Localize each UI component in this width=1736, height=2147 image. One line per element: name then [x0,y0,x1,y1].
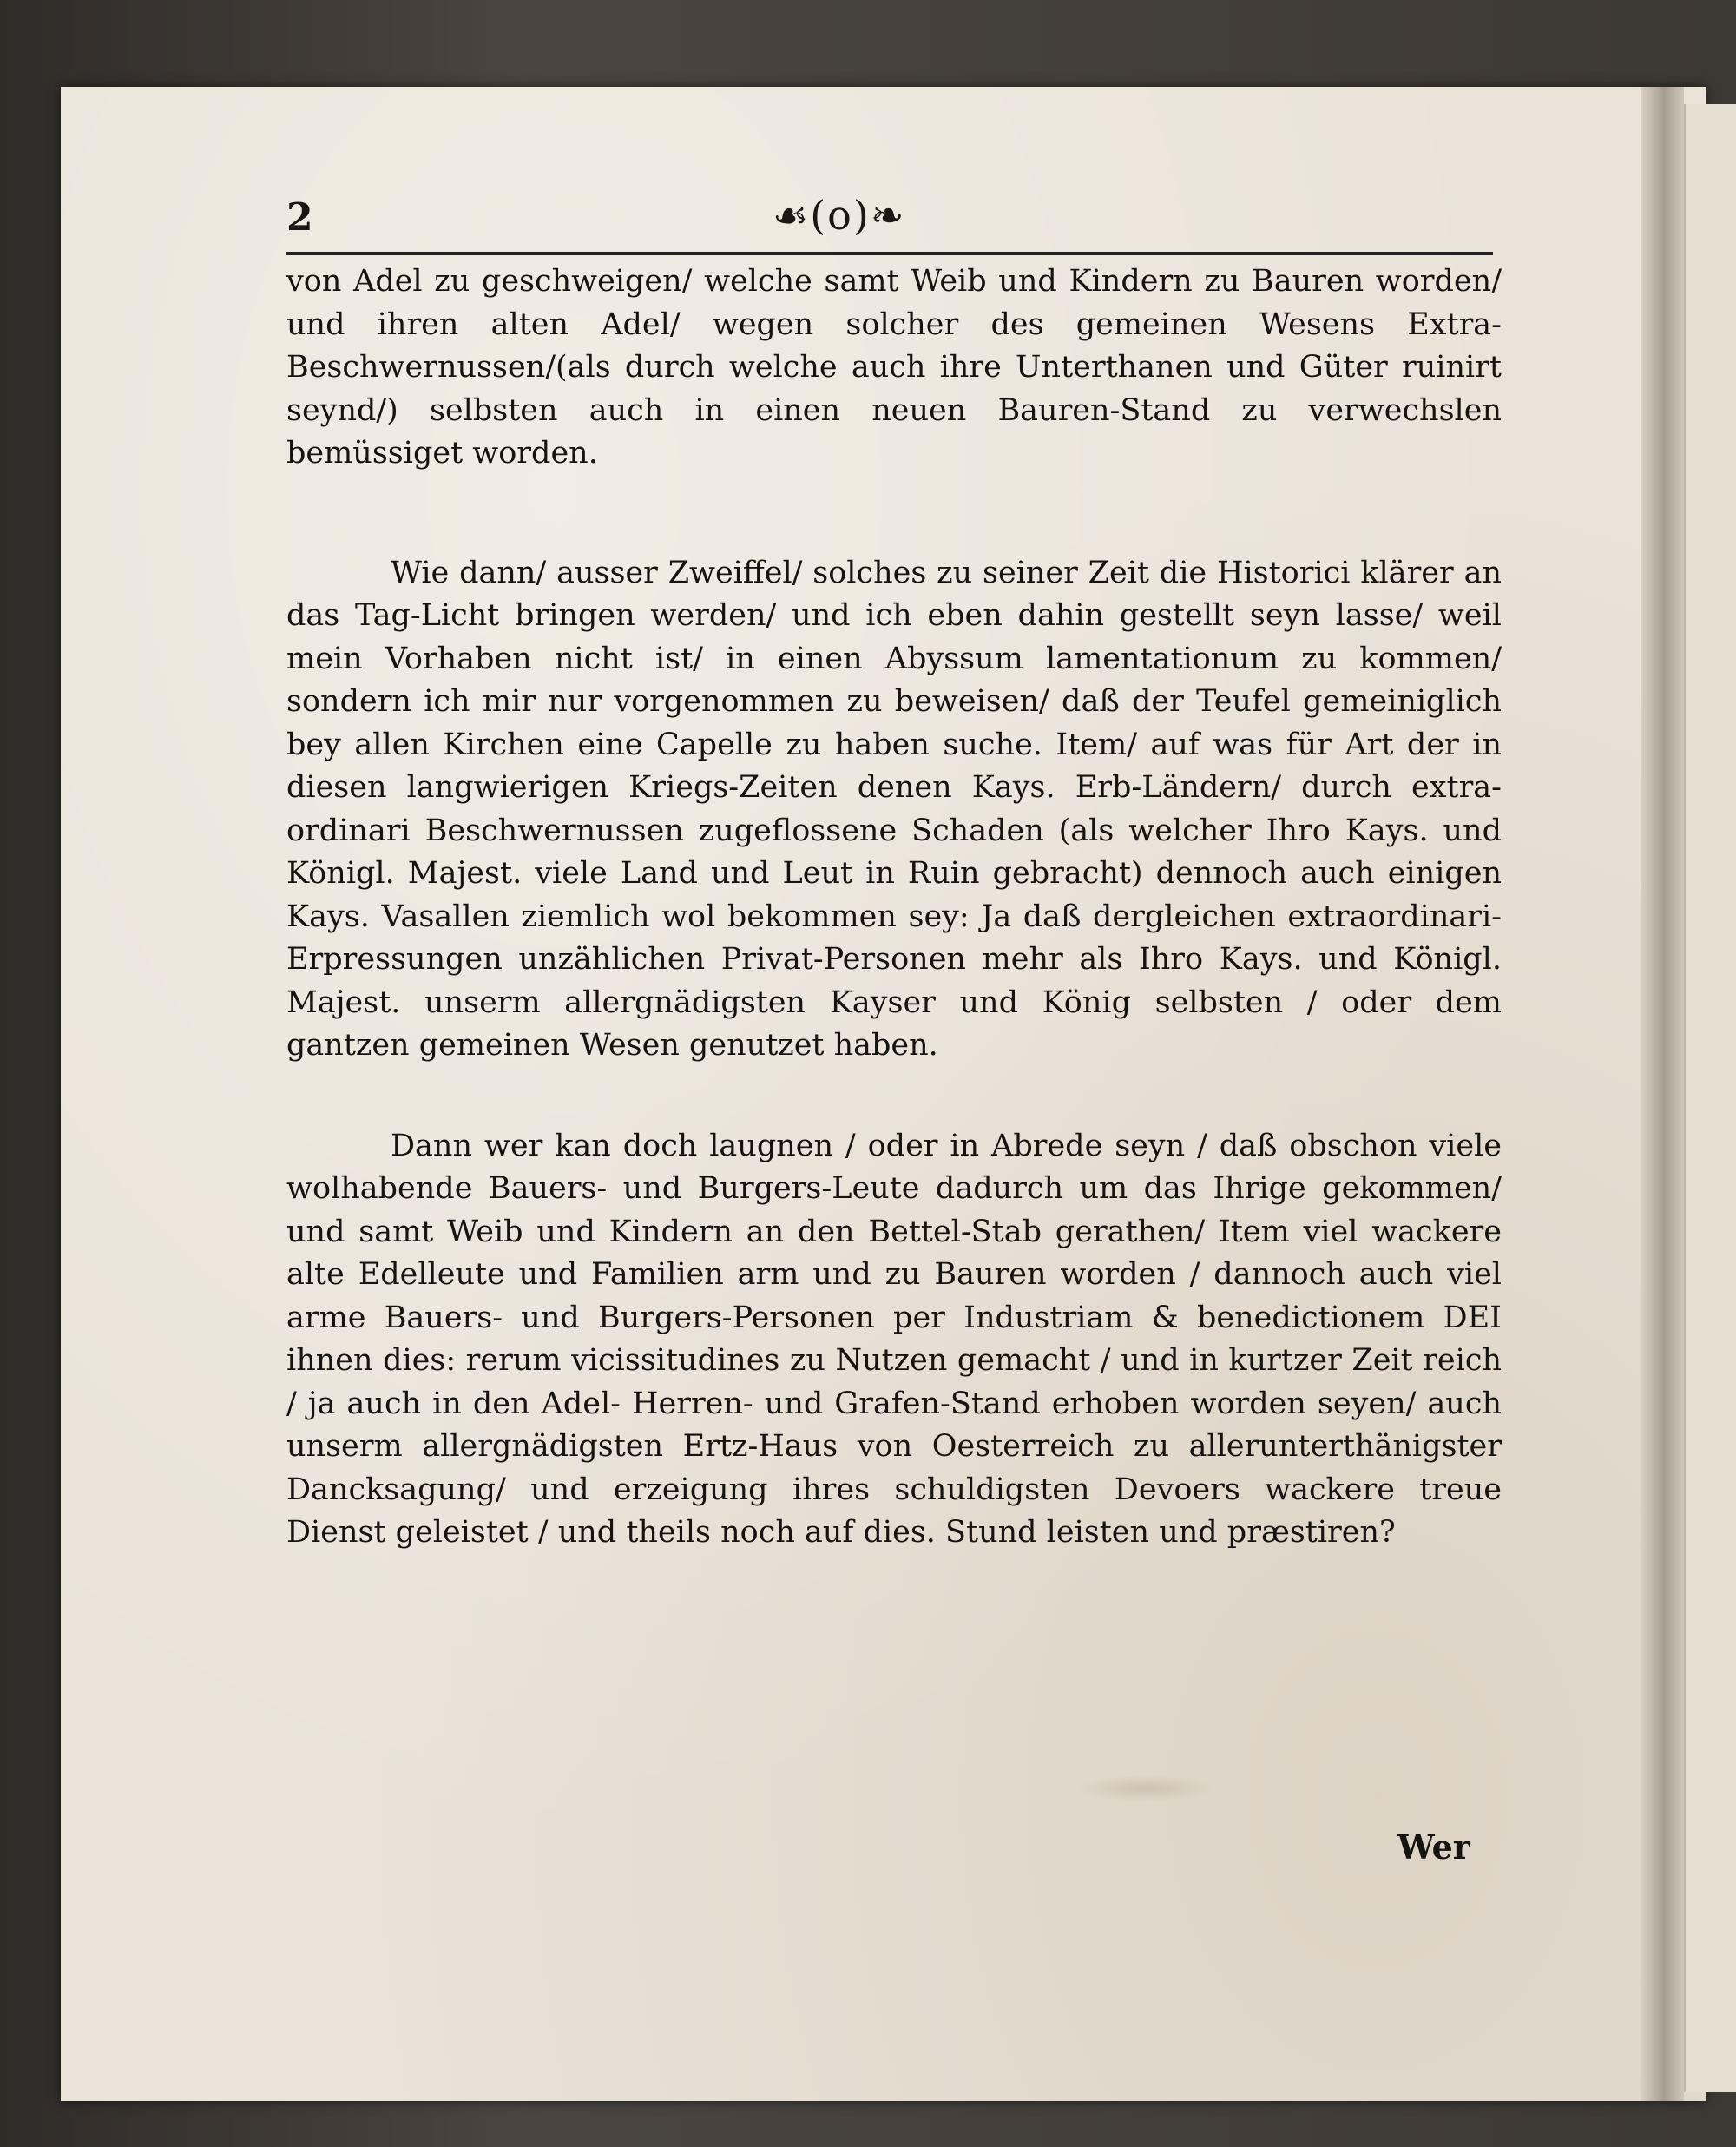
paragraph-1: von Adel zu geschweigen/ welche samt Weib und Kindern zu Bauren worden/ und ihren alten Adel/ wegen solcher des gemeinen Wesens Extra-Beschwernussen/(als durch welche auch ihre Unterthanen und Güter ruinirt seynd/) selbsten auch in einen neuen Bauren-Stand zu verwechslen bemüssiget worden. [286,264,1502,471]
facing-page-edge [1684,104,1736,2092]
catchword: Wer [1397,1828,1470,1867]
header-ornament-icon: ☙(o)❧ [773,192,906,239]
page-body [286,260,1502,1555]
page-number: 2 [286,195,313,240]
paragraph-2: Wie dann/ ausser Zweiffel/ solches zu seiner Zeit die Historici klärer an das Tag-Licht bringen werden/ und ich eben dahin gestellt seyn lasse/ weil mein Vorhaben nicht ist/ in einen Abyssum lamentationum zu kommen/ sondern ich mir nur vorgenommen zu beweisen/ daß der Teufel gemeiniglich bey allen Kirchen eine Capelle zu haben suche. Item/ auf was für Art der in diesen langwierigen Kriegs-Zeiten denen Kays. Erb-Ländern/ durch extra-ordinari Beschwernussen zugeflossene Schaden (als welcher Ihro Kays. und Königl. Majest. viele Land und Leut in Ruin gebracht) dennoch auch einigen Kays. Vasallen ziemlich wol bekommen sey: Ja daß dergleichen extraordinari-Erpressungen unzählichen Privat-Personen mehr als Ihro Kays. und Königl. Majest. unserm allergnädigsten Kayser und König selbsten / oder dem gantzen gemeinen Wesen genutzet haben. [286,555,1502,1063]
paper-stain [1076,1775,1215,1801]
header-rule [286,252,1493,255]
paragraph-3: Dann wer kan doch laugnen / oder in Abrede seyn / daß obschon viele wolhabende Bauers- und Burgers-Leute dadurch um das Ihrige gekommen/ und samt Weib und Kindern an den Bettel-Stab gerathen/ Item viel wackere alte Edelleute und Familien arm und zu Bauren worden / dannoch auch viel arme Bauers- und Burgers-Personen per Industriam & benedictionem DEI ihnen dies: rerum vicissitudines zu Nutzen gemacht / und in kurtzer Zeit reich / ja auch in den Adel- Herren- und Grafen-Stand erhoben worden seyen/ auch unserm allergnädigsten Ertz-Haus von Oesterreich zu allerunterthänigster Dancksagung/ und erzeigung ihres schuldigsten Devoers wackere treue Dienst geleistet / und theils noch auf dies. Stund leisten und præstiren? [286,1128,1502,1550]
book-gutter [1641,87,1684,2101]
page-header [286,192,1493,256]
